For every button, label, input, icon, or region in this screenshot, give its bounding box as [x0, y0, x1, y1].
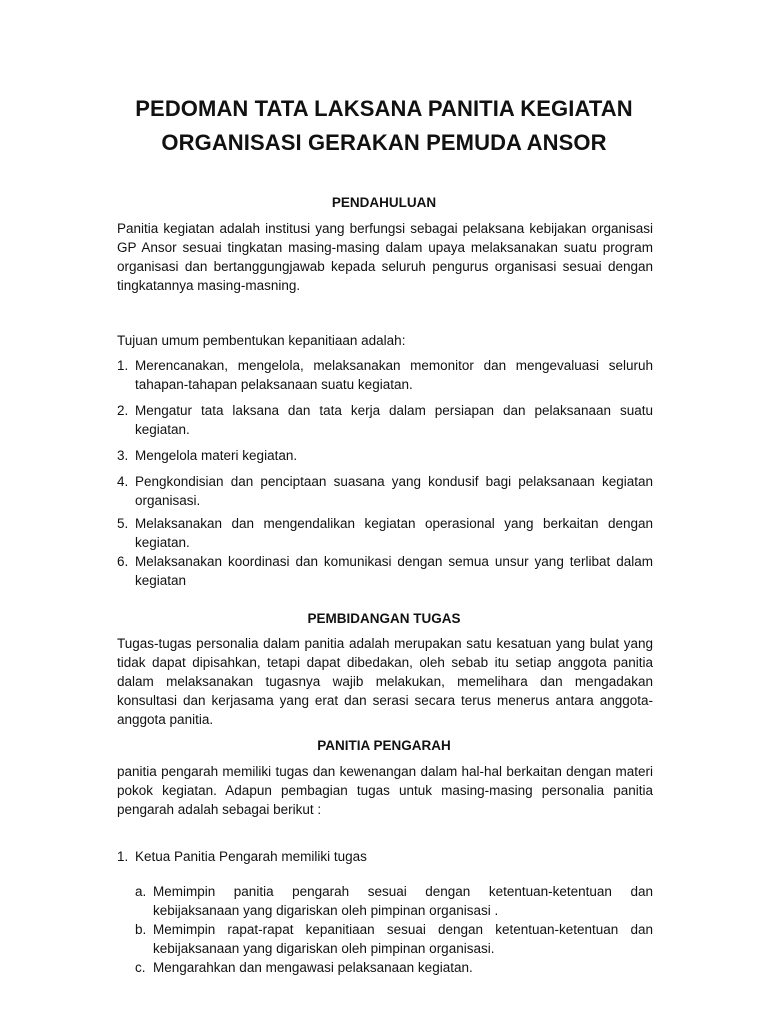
tujuan-intro: Tujuan umum pembentukan kepanitiaan adalah:: [117, 333, 406, 348]
list-item-text: Merencanakan, mengelola, melaksanakan memonitor dan mengevaluasi seluruh tahapan-tahapan pelaksanaan suatu kegiatan.: [135, 358, 653, 392]
list-item: [117, 472, 653, 510]
sub-list-item: [135, 958, 653, 977]
list-item: [117, 401, 653, 439]
list-item: [117, 847, 653, 866]
paragraph-panitia-pengarah: panitia pengarah memiliki tugas dan kewenangan dalam hal-hal berkaitan dengan materi pokok kegiatan. Adapun pembagian tugas untuk masing-masing personalia panitia pengarah adalah sebagai berikut :: [117, 764, 653, 817]
ketua-tugas-sublist: [135, 882, 653, 977]
list-item-number: 2.: [117, 403, 129, 418]
heading-panitia-pengarah: PANITIA PENGARAH: [317, 738, 451, 753]
list-item-number: 3.: [117, 448, 129, 463]
heading-pendahuluan: PENDAHULUAN: [331, 195, 437, 210]
list-item-text: Ketua Panitia Pengarah memiliki tugas: [135, 849, 367, 864]
list-item: [117, 552, 653, 590]
list-item: [117, 514, 653, 552]
list-item-text: Melaksanakan dan mengendalikan kegiatan operasional yang berkaitan dengan kegiatan.: [135, 516, 653, 550]
sub-list-item-letter: a.: [135, 884, 147, 899]
paragraph-pembidangan-tugas: Tugas-tugas personalia dalam panitia adalah merupakan satu kesatuan yang bulat yang tidak dapat dipisahkan, tetapi dapat dibedakan, oleh sebab itu setiap anggota panitia dalam melaksanakan tugasnya wajib melakukan, memelihara dan mengadakan konsultasi dan kerjasama yang erat dan serasi secara terus menerus antara anggota-anggota panitia.: [117, 636, 653, 727]
list-item: [117, 446, 653, 465]
title-line-2: ORGANISASI GERAKAN PEMUDA ANSOR: [161, 130, 607, 155]
document-title: [0, 92, 768, 160]
sub-list-item: [135, 882, 653, 920]
tujuan-list: [117, 356, 653, 590]
sub-list-item-letter: c.: [135, 960, 146, 975]
list-item-number: 1.: [117, 358, 129, 373]
sub-list-item: [135, 920, 653, 958]
list-item-number: 1.: [117, 849, 129, 864]
list-item-number: 5.: [117, 516, 129, 531]
list-item-number: 4.: [117, 474, 129, 489]
pengarah-list: [117, 847, 653, 866]
list-item-number: 6.: [117, 554, 129, 569]
list-item-text: Pengkondisian dan penciptaan suasana yang kondusif bagi pelaksanaan kegiatan organisasi.: [135, 474, 653, 508]
list-item-text: Mengatur tata laksana dan tata kerja dalam persiapan dan pelaksanaan suatu kegiatan.: [135, 403, 653, 437]
sub-list-item-letter: b.: [135, 922, 147, 937]
heading-pembidangan-tugas: PEMBIDANGAN TUGAS: [307, 611, 461, 626]
sub-list-item-text: Memimpin panitia pengarah sesuai dengan ketentuan-ketentuan dan kebijaksanaan yang digariskan oleh pimpinan organisasi .: [153, 884, 653, 918]
list-item: [117, 356, 653, 394]
paragraph-pendahuluan: Panitia kegiatan adalah institusi yang berfungsi sebagai pelaksana kebijakan organisasi GP Ansor sesuai tingkatan masing-masing dalam upaya melaksanakan suatu program organisasi dan bertanggungjawab kepada seluruh pengurus organisasi sesuai dengan tingkatannya masing-masning.: [117, 221, 653, 293]
sub-list-item-text: Memimpin rapat-rapat kepanitiaan sesuai dengan ketentuan-ketentuan dan kebijaksanaan yang digariskan oleh pimpinan organisasi.: [153, 922, 653, 956]
list-item-text: Melaksanakan koordinasi dan komunikasi dengan semua unsur yang terlibat dalam kegiatan: [135, 554, 653, 588]
title-line-1: PEDOMAN TATA LAKSANA PANITIA KEGIATAN: [135, 96, 633, 121]
sub-list-item-text: Mengarahkan dan mengawasi pelaksanaan kegiatan.: [153, 960, 473, 975]
list-item-text: Mengelola materi kegiatan.: [135, 448, 298, 463]
